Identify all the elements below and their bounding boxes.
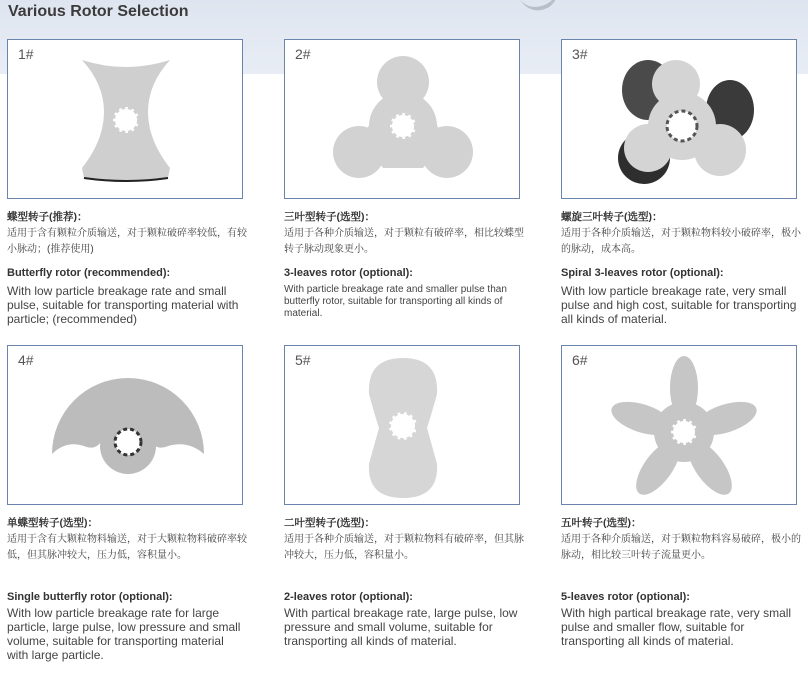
rotor-en-title: 2-leaves rotor (optional):	[284, 591, 413, 603]
rotor-en-title: 3-leaves rotor (optional):	[284, 267, 413, 279]
rotor-cn-description: 适用于含有颗粒介质输送，对于颗粒破碎率较低，有较小脉动；(推荐使用)	[7, 228, 247, 255]
rotor-number: 4#	[18, 352, 34, 368]
rotor-cn-description: 适用于各种介质输送，对于颗粒物料较小破碎率，极小的脉动，成本高。	[561, 228, 801, 255]
rotor-cn-description: 适用于各种介质输送，对于颗粒有破碎率，相比较蝶型转子脉动现象更小。	[284, 228, 524, 255]
spiral-rotor-illustration	[562, 40, 798, 200]
page-title: Various Rotor Selection	[8, 3, 189, 20]
rotor-en-title: Butterfly rotor (recommended):	[7, 267, 171, 279]
rotor-image-frame	[284, 39, 520, 199]
rotor-en-description: With high partical breakage rate, very small pulse and smaller flow, suitable for transporting all kinds of material.	[561, 606, 792, 648]
rotor-en-description: With particle breakage rate and smaller pulse than butterfly rotor, suitable for transporting all kinds of material.	[284, 284, 507, 319]
rotor-card-4	[7, 345, 287, 675]
rotor-image-frame	[561, 345, 797, 505]
rotor-en-title: Spiral 3-leaves rotor (optional):	[561, 267, 724, 279]
rotor-number: 3#	[572, 46, 588, 62]
two-leaves-rotor-illustration	[285, 346, 521, 506]
five-leaves-rotor-illustration	[562, 346, 798, 506]
rotor-cn-title: 三叶型转子(选型)：	[284, 211, 375, 223]
rotor-en-description: With low particle breakage rate for large particle, large pulse, low pressure and small volume, suitable for transporting material with large particle.	[7, 606, 241, 662]
rotor-cn-description: 适用于含有大颗粒物料输送，对于大颗粒物料破碎率较低，但其脉冲较大，压力低，容积量小。	[7, 534, 247, 561]
rotor-image-frame	[7, 39, 243, 199]
rotor-image-frame	[561, 39, 797, 199]
rotor-en-description: With low particle breakage rate and small pulse, suitable for transporting material with particle; (recommended)	[7, 284, 239, 326]
three-leaves-rotor-illustration	[285, 40, 521, 200]
rotor-en-description: With partical breakage rate, large pulse, low pressure and small volume, suitable for transporting all kinds of material.	[284, 606, 518, 648]
rotor-card-3	[561, 39, 808, 369]
rotor-cn-title: 单蝶型转子(选型)：	[7, 517, 98, 529]
single-butterfly-rotor-illustration	[8, 346, 244, 506]
rotor-cn-title: 螺旋三叶转子(选型)：	[561, 211, 663, 223]
rotor-cn-title: 蝶型转子(推荐)：	[7, 211, 88, 223]
rotor-number: 6#	[572, 352, 588, 368]
rotor-cn-description: 适用于各种介质输送，对于颗粒物料容易破碎，极小的脉动，相比较三叶转子流量更小。	[561, 534, 801, 561]
rotor-number: 1#	[18, 46, 34, 62]
rotor-en-description: With low particle breakage rate, very small pulse and high cost, suitable for transporting all kinds of material.	[561, 284, 797, 326]
rotor-number: 2#	[295, 46, 311, 62]
rotor-cn-description: 适用于各种介质输送，对于颗粒物料有破碎率，但其脉冲较大，压力低，容积量小。	[284, 534, 524, 561]
rotor-cn-title: 二叶型转子(选型)：	[284, 517, 375, 529]
header-decoration	[516, 0, 563, 16]
rotor-card-6	[561, 345, 808, 675]
rotor-card-5	[284, 345, 564, 675]
rotor-image-frame	[284, 345, 520, 505]
rotor-number: 5#	[295, 352, 311, 368]
rotor-card-2	[284, 39, 564, 369]
rotor-en-title: 5-leaves rotor (optional):	[561, 591, 690, 603]
rotor-image-frame	[7, 345, 243, 505]
rotor-cn-title: 五叶转子(选型)：	[561, 517, 642, 529]
butterfly-rotor-illustration	[8, 40, 244, 200]
rotor-en-title: Single butterfly rotor (optional):	[7, 591, 173, 603]
rotor-card-1	[7, 39, 287, 369]
